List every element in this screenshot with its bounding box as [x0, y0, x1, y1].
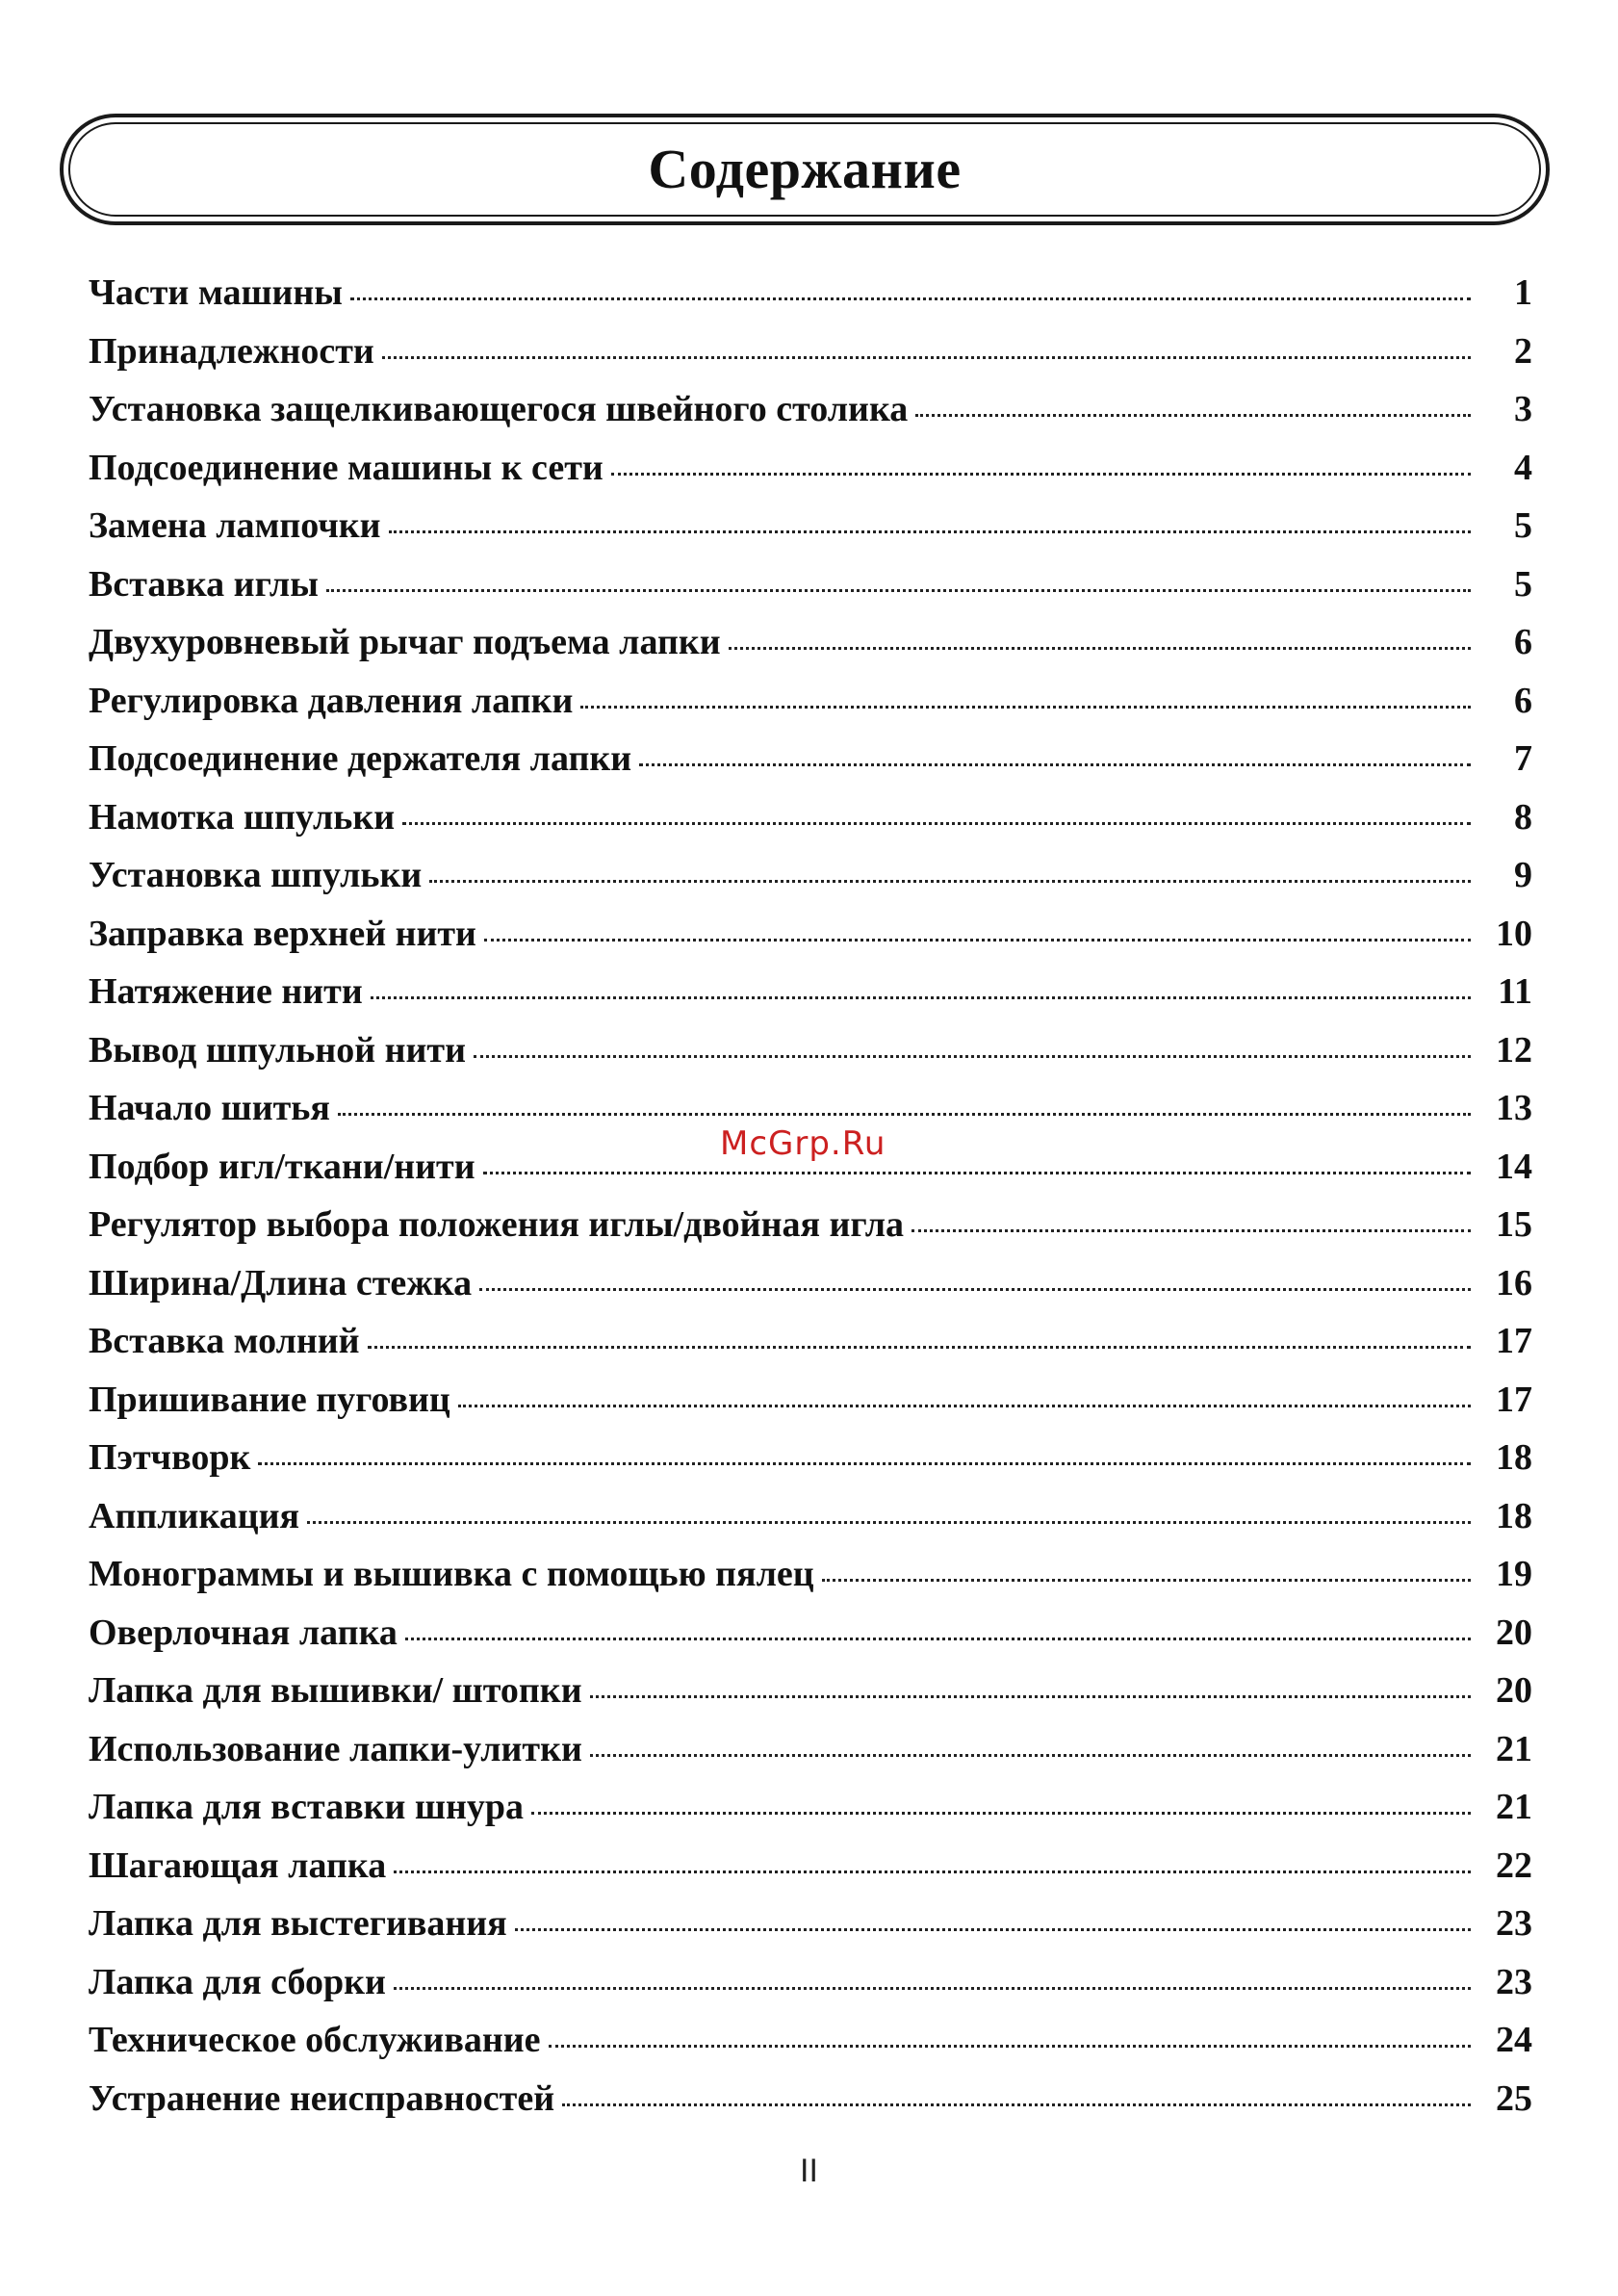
- toc-dot-leader: [580, 706, 1471, 709]
- toc-entry-label: Начало шитья: [89, 1088, 330, 1128]
- toc-entry-label: Оверлочная лапка: [89, 1612, 398, 1653]
- toc-entry-label: Замена лампочки: [89, 505, 381, 546]
- toc-entry-label: Лапка для сборки: [89, 1961, 386, 2002]
- toc-entry-page-number: 17: [1496, 1321, 1532, 1361]
- toc-dot-leader: [429, 880, 1471, 883]
- toc-entry-label: Принадлежности: [89, 330, 374, 372]
- toc-entry-page-number: 4: [1514, 447, 1532, 488]
- toc-entry-label: Техническое обслуживание: [89, 2020, 541, 2060]
- toc-dot-leader: [350, 297, 1471, 300]
- toc-entry[interactable]: [89, 680, 1532, 738]
- toc-entry-label: Натяжение нити: [89, 971, 363, 1012]
- toc-entry-label: Аппликация: [89, 1495, 300, 1536]
- toc-entry-page-number: 2: [1514, 330, 1532, 372]
- toc-entry-page-number: 12: [1496, 1029, 1532, 1071]
- toc-entry-page-number: 1: [1514, 272, 1532, 313]
- toc-dot-leader: [474, 1055, 1471, 1058]
- toc-entry[interactable]: [89, 330, 1532, 389]
- toc-entry[interactable]: [89, 1553, 1532, 1612]
- toc-entry-page-number: 9: [1514, 855, 1532, 895]
- toc-entry-page-number: 5: [1514, 505, 1532, 546]
- toc-entry-label: Лапка для выстегивания: [89, 1903, 507, 1944]
- toc-entry-label: Подбор игл/ткани/нити: [89, 1146, 475, 1187]
- toc-entry[interactable]: [89, 2019, 1532, 2077]
- toc-dot-leader: [639, 763, 1471, 766]
- toc-entry-label: Лапка для вышивки/ штопки: [89, 1670, 582, 1711]
- toc-entry-page-number: 14: [1496, 1146, 1532, 1187]
- toc-entry-page-number: 20: [1496, 1612, 1532, 1653]
- toc-entry-page-number: 20: [1496, 1670, 1532, 1711]
- toc-entry[interactable]: [89, 1495, 1532, 1554]
- toc-entry-label: Ширина/Длина стежка: [89, 1262, 473, 1303]
- toc-entry-page-number: 17: [1496, 1379, 1532, 1420]
- toc-dot-leader: [484, 939, 1471, 942]
- toc-dot-leader: [611, 473, 1471, 476]
- toc-dot-leader: [531, 1812, 1471, 1815]
- toc-entry[interactable]: [89, 796, 1532, 855]
- toc-entry-page-number: 6: [1514, 622, 1532, 662]
- toc-dot-leader: [515, 1928, 1471, 1931]
- toc-entry[interactable]: [89, 1203, 1532, 1262]
- toc-entry-label: Установка защелкивающегося швейного столика: [89, 389, 909, 429]
- toc-entry-page-number: 18: [1496, 1495, 1532, 1536]
- toc-entry-label: Двухуровневый рычаг подъема лапки: [89, 622, 721, 662]
- toc-entry-label: Подсоединение машины к сети: [89, 447, 604, 488]
- toc-entry[interactable]: [89, 1961, 1532, 2020]
- toc-entry[interactable]: [89, 1845, 1532, 1903]
- toc-entry[interactable]: [89, 1262, 1532, 1321]
- toc-entry[interactable]: [89, 737, 1532, 796]
- toc-entry-label: Подсоединение держателя лапки: [89, 738, 632, 779]
- toc-dot-leader: [371, 996, 1471, 999]
- toc-entry-page-number: 6: [1514, 680, 1532, 721]
- toc-dot-leader: [258, 1462, 1471, 1465]
- toc-dot-leader: [394, 1870, 1471, 1873]
- toc-entry-page-number: 3: [1514, 389, 1532, 429]
- toc-entry-label: Пэтчворк: [89, 1437, 251, 1478]
- toc-dot-leader: [590, 1754, 1471, 1757]
- toc-dot-leader: [368, 1346, 1471, 1349]
- toc-entry-page-number: 25: [1496, 2077, 1532, 2119]
- toc-entry-page-number: 7: [1514, 738, 1532, 779]
- toc-entry-label: Лапка для вставки шнура: [89, 1787, 525, 1827]
- toc-entry[interactable]: [89, 2077, 1532, 2136]
- toc-dot-leader: [479, 1288, 1471, 1291]
- toc-entry[interactable]: [89, 388, 1532, 447]
- toc-entry[interactable]: [89, 1029, 1532, 1088]
- toc-entry[interactable]: [89, 913, 1532, 971]
- toc-entry[interactable]: [89, 1786, 1532, 1845]
- toc-dot-leader: [915, 414, 1471, 417]
- toc-entry-label: Использование лапки-улитки: [89, 1728, 582, 1769]
- toc-entry-label: Установка шпульки: [89, 855, 423, 895]
- toc-entry[interactable]: [89, 271, 1532, 330]
- toc-entry[interactable]: [89, 621, 1532, 680]
- toc-entry-page-number: 24: [1496, 2020, 1532, 2060]
- toc-entry[interactable]: [89, 1320, 1532, 1379]
- toc-dot-leader: [405, 1638, 1471, 1640]
- toc-entry-page-number: 23: [1496, 1903, 1532, 1944]
- toc-entry-page-number: 15: [1496, 1204, 1532, 1245]
- toc-entry-page-number: 21: [1496, 1728, 1532, 1769]
- toc-entry[interactable]: [89, 1436, 1532, 1495]
- toc-entry[interactable]: [89, 1728, 1532, 1787]
- toc-dot-leader: [549, 2045, 1472, 2048]
- page-title: Содержание: [648, 138, 962, 200]
- toc-dot-leader: [822, 1579, 1471, 1582]
- toc-entry-label: Регулировка давления лапки: [89, 680, 574, 721]
- toc-entry-label: Устранение неисправностей: [89, 2077, 555, 2119]
- toc-dot-leader: [590, 1695, 1471, 1698]
- toc-dot-leader: [458, 1405, 1471, 1407]
- toc-entry-label: Вставка молний: [89, 1321, 360, 1361]
- toc-entry[interactable]: [89, 563, 1532, 622]
- toc-entry-label: Намотка шпульки: [89, 796, 396, 838]
- page-number: II: [800, 2153, 818, 2189]
- toc-entry-page-number: 21: [1496, 1787, 1532, 1827]
- toc-entry-page-number: 22: [1496, 1845, 1532, 1886]
- toc-dot-leader: [389, 530, 1471, 533]
- toc-entry[interactable]: [89, 854, 1532, 913]
- toc-entry[interactable]: [89, 504, 1532, 563]
- toc-entry-label: Пришивание пуговиц: [89, 1379, 450, 1420]
- toc-entry-page-number: 11: [1498, 971, 1532, 1012]
- toc-dot-leader: [483, 1172, 1471, 1174]
- toc-dot-leader: [326, 589, 1471, 592]
- toc-entry-page-number: 16: [1496, 1262, 1532, 1303]
- toc-entry-label: Части машины: [89, 272, 343, 313]
- toc-entry[interactable]: [89, 970, 1532, 1029]
- title-frame: [60, 114, 1550, 225]
- toc-dot-leader: [382, 356, 1471, 359]
- toc-entry-page-number: 13: [1496, 1088, 1532, 1128]
- toc-entry-label: Регулятор выбора положения иглы/двойная игла: [89, 1204, 905, 1245]
- toc-entry-label: Заправка верхней нити: [89, 913, 476, 954]
- toc-dot-leader: [402, 822, 1471, 825]
- toc-dot-leader: [338, 1113, 1471, 1116]
- toc-entry-label: Монограммы и вышивка с помощью пялец: [89, 1554, 814, 1594]
- toc-entry-label: Вывод шпульной нити: [89, 1029, 466, 1071]
- toc-entry-page-number: 19: [1496, 1554, 1532, 1594]
- toc-dot-leader: [307, 1521, 1471, 1524]
- toc-entry-label: Шагающая лапка: [89, 1845, 387, 1886]
- toc-dot-leader: [729, 647, 1471, 650]
- toc-entry-page-number: 8: [1514, 796, 1532, 838]
- toc-dot-leader: [912, 1229, 1471, 1232]
- watermark: McGrp.Ru: [720, 1124, 886, 1163]
- toc-entry[interactable]: [89, 447, 1532, 505]
- toc-entry-page-number: 10: [1496, 913, 1532, 954]
- toc-entry-label: Вставка иглы: [89, 563, 319, 605]
- toc-dot-leader: [394, 1987, 1471, 1990]
- toc-entry-page-number: 18: [1496, 1437, 1532, 1478]
- table-of-contents: [89, 271, 1532, 2135]
- toc-entry[interactable]: [89, 1612, 1532, 1670]
- toc-entry-page-number: 5: [1514, 563, 1532, 605]
- toc-entry[interactable]: [89, 1379, 1532, 1437]
- toc-entry[interactable]: [89, 1669, 1532, 1728]
- toc-dot-leader: [562, 2103, 1471, 2106]
- toc-entry[interactable]: [89, 1902, 1532, 1961]
- toc-entry-page-number: 23: [1496, 1961, 1532, 2002]
